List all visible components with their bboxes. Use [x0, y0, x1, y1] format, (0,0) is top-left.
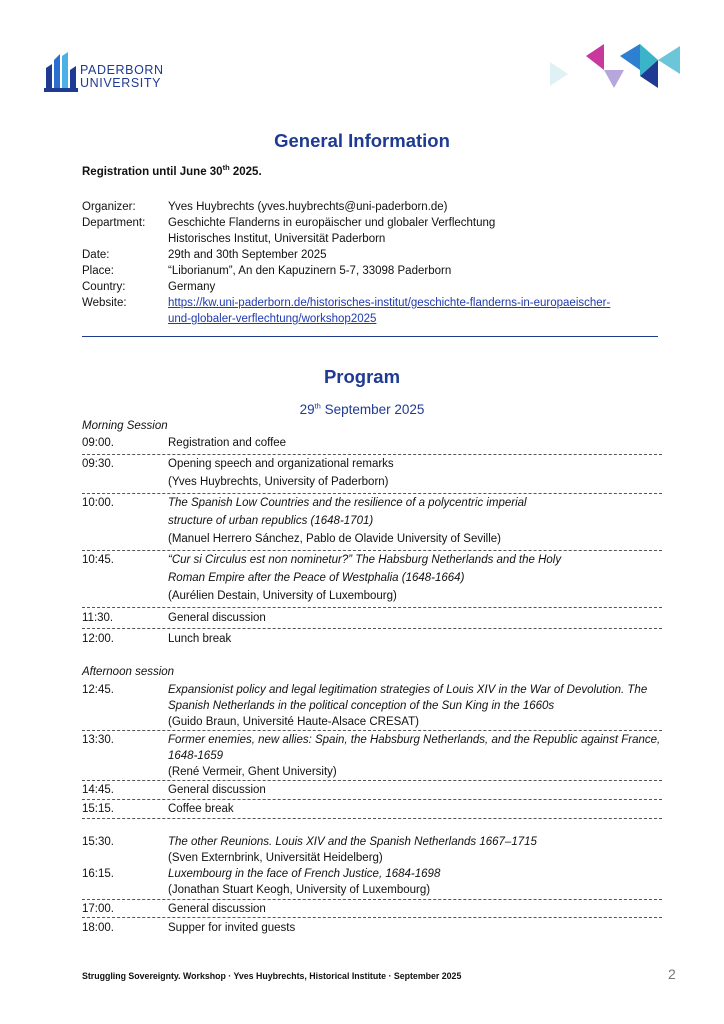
row-speaker: (Manuel Herrero Sánchez, Pablo de Olavide University of Seville) [168, 533, 502, 545]
row-time: 10:00. [82, 497, 114, 509]
row-title-cont: Spanish Netherlands in the political conception of the Sun King in the 1660s [168, 700, 555, 712]
country-value: Germany [168, 281, 216, 293]
registration-year: 2025. [229, 166, 262, 178]
section-divider [82, 336, 658, 337]
row-title: Coffee break [168, 803, 234, 815]
logo-line2: UNIVERSITY [80, 76, 162, 90]
row-title: Registration and coffee [168, 437, 287, 449]
program-title: Program [323, 366, 401, 387]
schedule-row [82, 919, 662, 937]
organizer-value: Yves Huybrechts (yves.huybrechts@uni-paderborn.de) [168, 201, 448, 213]
row-time: 15:30. [82, 836, 114, 848]
schedule-row [82, 900, 662, 918]
country-label: Country: [82, 281, 126, 293]
row-title: General discussion [168, 784, 266, 796]
registration-sup: th [222, 163, 230, 173]
page-footer: Struggling Sovereignty. Workshop · Yves Huybrechts, Historical Institute · September 2025 [82, 971, 462, 981]
website-label: Website: [82, 297, 127, 309]
row-time: 18:00. [82, 922, 114, 934]
schedule-row [82, 551, 662, 608]
row-speaker: (Yves Huybrechts, University of Paderborn) [168, 476, 389, 488]
row-title: The other Reunions. Louis XIV and the Spanish Netherlands 1667–1715 [168, 836, 537, 848]
website-link-1[interactable]: https://kw.uni-paderborn.de/historisches-institut/geschichte-flanderns-in-europaeischer- [168, 297, 611, 309]
row-title: Luxembourg in the face of French Justice, 1684-1698 [168, 868, 441, 880]
program-day-sup: th [314, 401, 321, 411]
row-time: 17:00. [82, 903, 114, 915]
row-title-cont: 1648-1659 [168, 750, 223, 762]
row-time: 11:30. [82, 612, 114, 624]
page-number: 2 [668, 966, 676, 982]
row-title: Supper for invited guests [168, 922, 296, 934]
schedule-row [82, 630, 662, 649]
general-information-title: General Information [274, 130, 450, 151]
schedule-row [82, 609, 662, 629]
row-speaker: (Aurélien Destain, University of Luxembourg) [168, 590, 397, 602]
registration-text: Registration until June 30 [82, 166, 223, 178]
registration-deadline [82, 163, 262, 178]
date-value: 29th and 30th September 2025 [168, 249, 327, 261]
organizer-label: Organizer: [82, 201, 136, 213]
schedule-row [82, 866, 662, 900]
date-label: Date: [82, 249, 110, 261]
schedule-row [82, 455, 662, 494]
logo-line1: PADERBORN [80, 63, 164, 77]
row-time: 12:45. [82, 684, 114, 696]
row-title: “Cur si Circulus est non nominetur?” The Habsburg Netherlands and the Holy [168, 554, 562, 566]
department-value-2: Historisches Institut, Universität Paderborn [168, 233, 386, 245]
website-link[interactable] [168, 297, 610, 325]
place-label: Place: [82, 265, 114, 277]
row-speaker: (Jonathan Stuart Keogh, University of Luxembourg) [168, 884, 431, 896]
program-month: September 2025 [320, 402, 425, 417]
row-time: 09:30. [82, 458, 114, 470]
schedule-row [82, 494, 662, 551]
schedule-row [82, 800, 662, 819]
row-time: 09:00. [82, 437, 114, 449]
place-value: “Liborianum”, An den Kapuzinern 5-7, 33098 Paderborn [168, 265, 452, 277]
schedule-row [82, 781, 662, 800]
program-day: 29 [299, 402, 315, 417]
row-time: 14:45. [82, 784, 114, 796]
schedule-row [82, 434, 662, 455]
row-title: Expansionist policy and legal legitimation strategies of Louis XIV in the War of Devolution. The [168, 684, 648, 696]
row-speaker: (René Vermeir, Ghent University) [168, 766, 337, 778]
afternoon-session-label: Afternoon session [82, 666, 175, 678]
row-title: Lunch break [168, 633, 232, 645]
row-title: Former enemies, new allies: Spain, the Habsburg Netherlands, and the Republic against France, [168, 734, 661, 746]
schedule-row [82, 732, 662, 781]
logo-text [80, 64, 164, 90]
morning-session-label: Morning Session [82, 420, 168, 432]
row-title: Opening speech and organizational remarks [168, 458, 394, 470]
row-time: 13:30. [82, 734, 114, 746]
row-time: 10:45. [82, 554, 114, 566]
row-title: The Spanish Low Countries and the resilience of a polycentric imperial [168, 497, 527, 509]
decorative-triangles-icon [548, 44, 682, 92]
schedule-row [82, 834, 662, 866]
row-time: 12:00. [82, 633, 114, 645]
info-table [82, 199, 658, 327]
row-title-cont: structure of urban republics (1648-1701) [168, 515, 374, 527]
row-time: 16:15. [82, 868, 114, 880]
row-speaker: (Guido Braun, Université Haute-Alsace CRESAT) [168, 716, 419, 728]
row-title: General discussion [168, 612, 266, 624]
row-title-cont: Roman Empire after the Peace of Westphalia (1648-1664) [168, 572, 465, 584]
department-value-1: Geschichte Flanderns in europäischer und globaler Verflechtung [168, 217, 496, 229]
row-time: 15:15. [82, 803, 114, 815]
row-speaker: (Sven Externbrink, Universität Heidelberg) [168, 852, 383, 864]
row-title: General discussion [168, 903, 266, 915]
schedule-row [82, 682, 662, 731]
department-label: Department: [82, 217, 146, 229]
program-date [0, 402, 724, 417]
website-link-2[interactable]: und-globaler-verflechtung/workshop2025 [168, 313, 377, 325]
